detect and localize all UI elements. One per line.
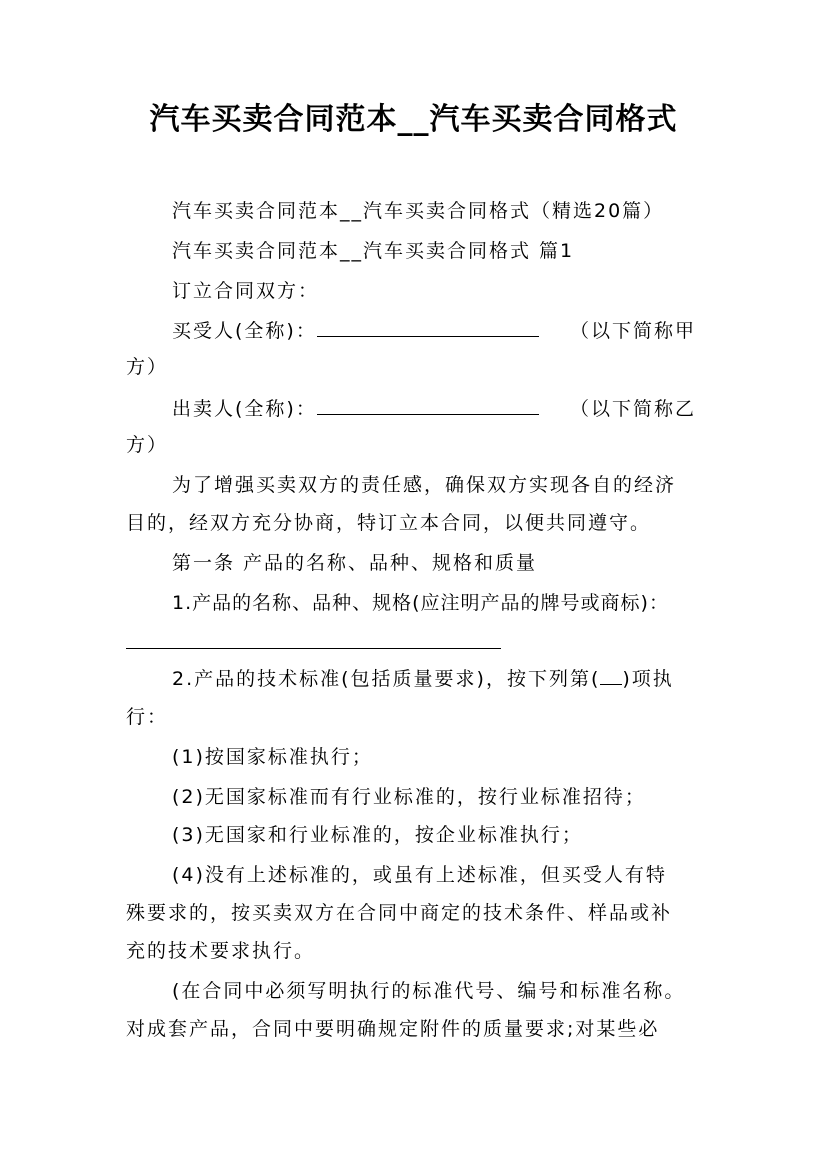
buyer-line [172, 318, 539, 344]
list-item: (1)按国家标准执行； [172, 746, 373, 768]
seller-suffix: （以下简称乙 [570, 398, 697, 420]
buyer-line-end: 方） [126, 356, 169, 378]
standard-text: 2.产品的技术标准(包括质量要求)，按下列第( [172, 668, 601, 690]
paragraph-line: 1.产品的名称、品种、规格(应注明产品的牌号或商标)： [172, 592, 669, 614]
seller-blank [317, 396, 539, 415]
seller-line-end: 方） [126, 434, 169, 456]
item-blank [600, 666, 622, 685]
buyer-blank [317, 318, 539, 337]
paragraph-line: 殊要求的，按买卖双方在合同中商定的技术条件、样品或补 [126, 902, 673, 924]
document-title: 汽车买卖合同范本__汽车买卖合同格式 [149, 102, 678, 137]
fill-in-blank [126, 648, 501, 649]
article-heading: 第一条 产品的名称、品种、规格和质量 [172, 552, 538, 574]
seller-label: 出卖人(全称)： [172, 398, 317, 420]
paragraph-line [172, 666, 674, 692]
paragraph-line: 充的技术要求执行。 [126, 940, 316, 962]
seller-line [172, 396, 539, 422]
list-item: (4)没有上述标准的，或虽有上述标准，但买受人有特 [172, 864, 667, 886]
paragraph-line: 对成套产品，合同中要明确规定附件的质量要求;对某些必 [126, 1018, 660, 1040]
standard-text-end: )项执 [622, 668, 674, 690]
paragraph-line: (在合同中必须写明执行的标准代号、编号和标准名称。 [172, 980, 686, 1002]
paragraph-line: 目的，经双方充分协商，特订立本合同，以便共同遵守。 [126, 512, 652, 534]
list-item: (2)无国家标准而有行业标准的，按行业标准招待； [172, 786, 646, 808]
buyer-label: 买受人(全称)： [172, 320, 317, 342]
buyer-suffix: （以下简称甲 [570, 320, 697, 342]
paragraph-line: 行： [126, 706, 169, 728]
section-heading: 汽车买卖合同范本__汽车买卖合同格式 篇1 [172, 240, 575, 262]
paragraph-line: 订立合同双方： [172, 280, 320, 302]
subtitle-line: 汽车买卖合同范本__汽车买卖合同格式（精选20篇） [172, 200, 665, 222]
paragraph-line: 为了增强买卖双方的责任感，确保双方实现各自的经济 [172, 474, 677, 496]
list-item: (3)无国家和行业标准的，按企业标准执行； [172, 824, 583, 846]
